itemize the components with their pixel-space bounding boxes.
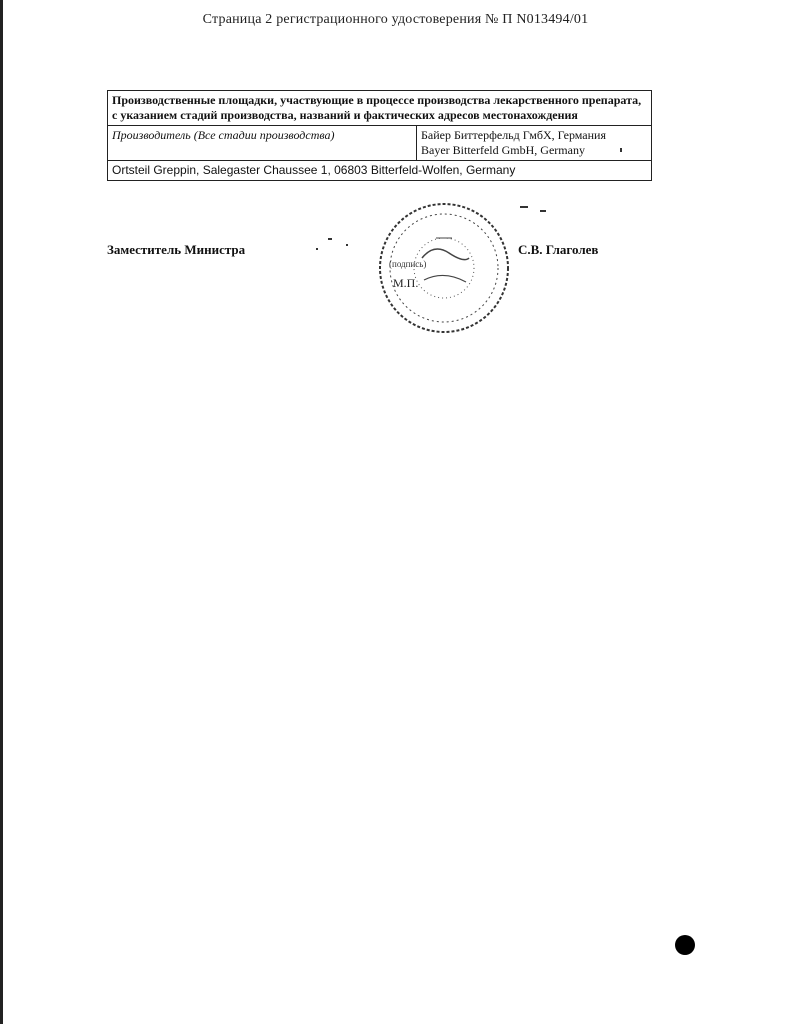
table-row xyxy=(108,126,652,161)
table-row xyxy=(108,161,652,181)
manufacturer-name-ru: Байер Биттерфельд ГмбХ, Германия xyxy=(421,128,606,142)
manufacturer-name-en: Bayer Bitterfeld GmbH, Germany xyxy=(421,143,585,157)
page-left-border xyxy=(0,0,3,1024)
signatory-title: Заместитель Министра xyxy=(107,242,246,257)
manufacturer-name-cell xyxy=(417,126,652,161)
signature-label: (подпись) xyxy=(389,259,427,269)
page-header: Страница 2 регистрационного удостоверения № П N013494/01 xyxy=(202,12,589,27)
manufacturer-role: Производитель (Все стадии производства) xyxy=(108,126,417,161)
production-sites-table xyxy=(107,90,652,181)
scan-dot-mark xyxy=(675,935,695,955)
seal-mark: М.П. xyxy=(393,276,419,290)
signatory-name: С.В. Глаголев xyxy=(518,242,599,257)
manufacturer-address: Ortsteil Greppin, Salegaster Chaussee 1, 06803 Bitterfeld-Wolfen, Germany xyxy=(108,161,652,181)
table-heading: Производственные площадки, участвующие в процессе производства лекарственного препарата, с указанием стадий производства, названий и фактических адресов местонахождения xyxy=(108,91,652,126)
table-row xyxy=(108,91,652,126)
